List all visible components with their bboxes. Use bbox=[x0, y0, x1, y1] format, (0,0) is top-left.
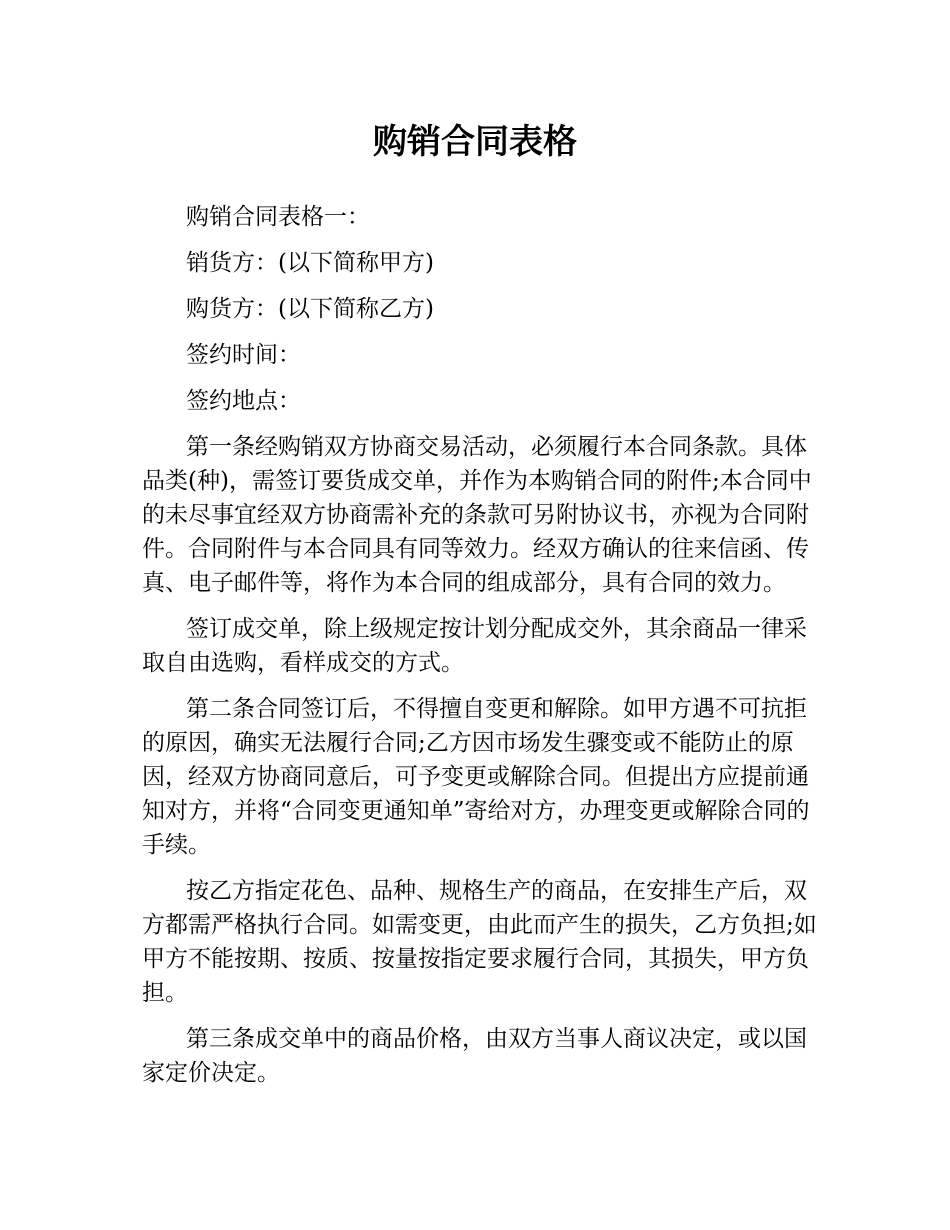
signing-place-line: 签约地点： bbox=[186, 388, 301, 414]
document-title: 购销合同表格 bbox=[373, 122, 577, 162]
custom-production-paragraph: 按乙方指定花色、品种、规格生产的商品，在安排生产后，双方都需严格执行合同。如需变更，由此而产生的损失，乙方负担;如甲方不能按期、按质、按量按指定要求履行合同，其损失，甲方负担。 bbox=[142, 878, 817, 1006]
seller-line: 销货方：(以下简称甲方) bbox=[186, 250, 434, 276]
article-1-paragraph: 第一条经购销双方协商交易活动，必须履行本合同条款。具体品类(种)，需签订要货成交单，并作为本购销合同的附件;本合同中的未尽事宜经双方协商需补充的条款可另附协议书，亦视为合同附件。合同附件与本合同具有同等效力。经双方确认的往来信函、传真、电子邮件等，将作为本合同的组成部分，具有合同的效力。 bbox=[142, 434, 812, 596]
document-body bbox=[142, 200, 820, 1102]
section-heading: 购销合同表格一： bbox=[186, 204, 370, 230]
article-3-paragraph: 第三条成交单中的商品价格，由双方当事人商议决定，或以国家定价决定。 bbox=[142, 1026, 807, 1086]
signing-time-line: 签约时间： bbox=[186, 342, 301, 368]
buyer-line: 购货方：(以下简称乙方) bbox=[186, 296, 434, 322]
order-form-paragraph: 签订成交单，除上级规定按计划分配成交外，其余商品一律采取自由选购，看样成交的方式。 bbox=[142, 616, 807, 676]
article-2-paragraph: 第二条合同签订后，不得擅自变更和解除。如甲方遇不可抗拒的原因，确实无法履行合同;乙方因市场发生骤变或不能防止的原因，经双方协商同意后，可予变更或解除合同。但提出方应提前通知对方，并将“合同变更通知单”寄给对方，办理变更或解除合同的手续。 bbox=[142, 696, 810, 858]
